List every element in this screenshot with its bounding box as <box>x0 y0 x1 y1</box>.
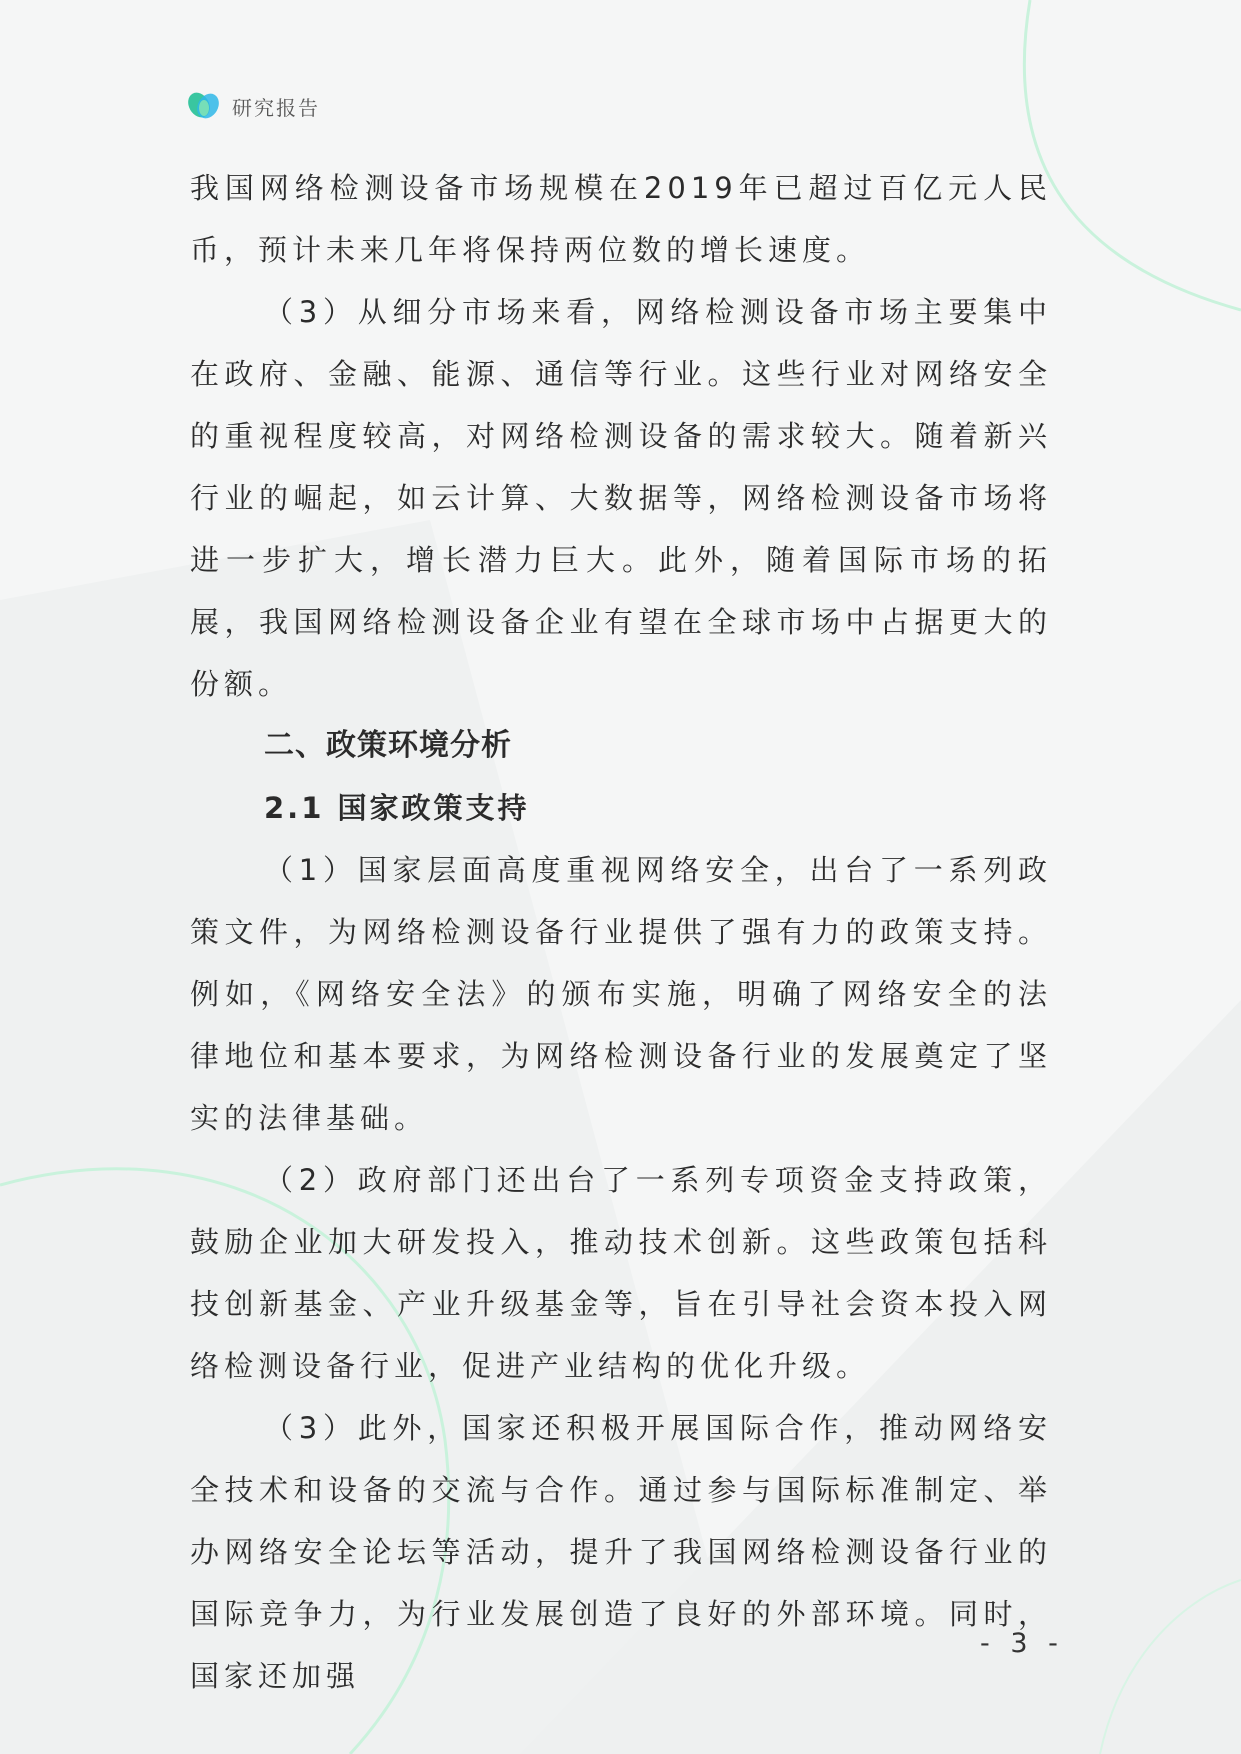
document-body <box>190 157 1052 1707</box>
body-paragraph: （1）国家层面高度重视网络安全，出台了一系列政策文件，为网络检测设备行业提供了强有力的政策支持。例如，《网络安全法》的颁布实施，明确了网络安全的法律地位和基本要求，为网络检测设备行业的发展奠定了坚实的法律基础。 <box>190 853 1052 1135</box>
page-number: - 3 - <box>980 1628 1064 1659</box>
subsection-heading: 2.1 国家政策支持 <box>264 791 530 825</box>
leaf-logo-icon <box>186 88 222 124</box>
body-paragraph: （2）政府部门还出台了一系列专项资金支持政策，鼓励企业加大研发投入，推动技术创新。这些政策包括科技创新基金、产业升级基金等，旨在引导社会资本投入网络检测设备行业，促进产业结构的优化升级。 <box>190 1163 1052 1383</box>
page-header <box>186 86 320 126</box>
body-paragraph: （3）从细分市场来看，网络检测设备市场主要集中在政府、金融、能源、通信等行业。这些行业对网络安全的重视程度较高，对网络检测设备的需求较大。随着新兴行业的崛起，如云计算、大数据等，网络检测设备市场将进一步扩大，增长潜力巨大。此外，随着国际市场的拓展，我国网络检测设备企业有望在全球市场中占据更大的份额。 <box>190 295 1052 701</box>
header-brand-text: 研究报告 <box>232 95 320 120</box>
body-paragraph: （3）此外，国家还积极开展国际合作，推动网络安全技术和设备的交流与合作。通过参与国际标准制定、举办网络安全论坛等活动，提升了我国网络检测设备行业的国际竞争力，为行业发展创造了良好的外部环境。同时，国家还加强 <box>190 1411 1052 1693</box>
section-heading: 二、政策环境分析 <box>264 728 512 763</box>
body-paragraph: 我国网络检测设备市场规模在2019年已超过百亿元人民币，预计未来几年将保持两位数的增长速度。 <box>190 171 1052 267</box>
